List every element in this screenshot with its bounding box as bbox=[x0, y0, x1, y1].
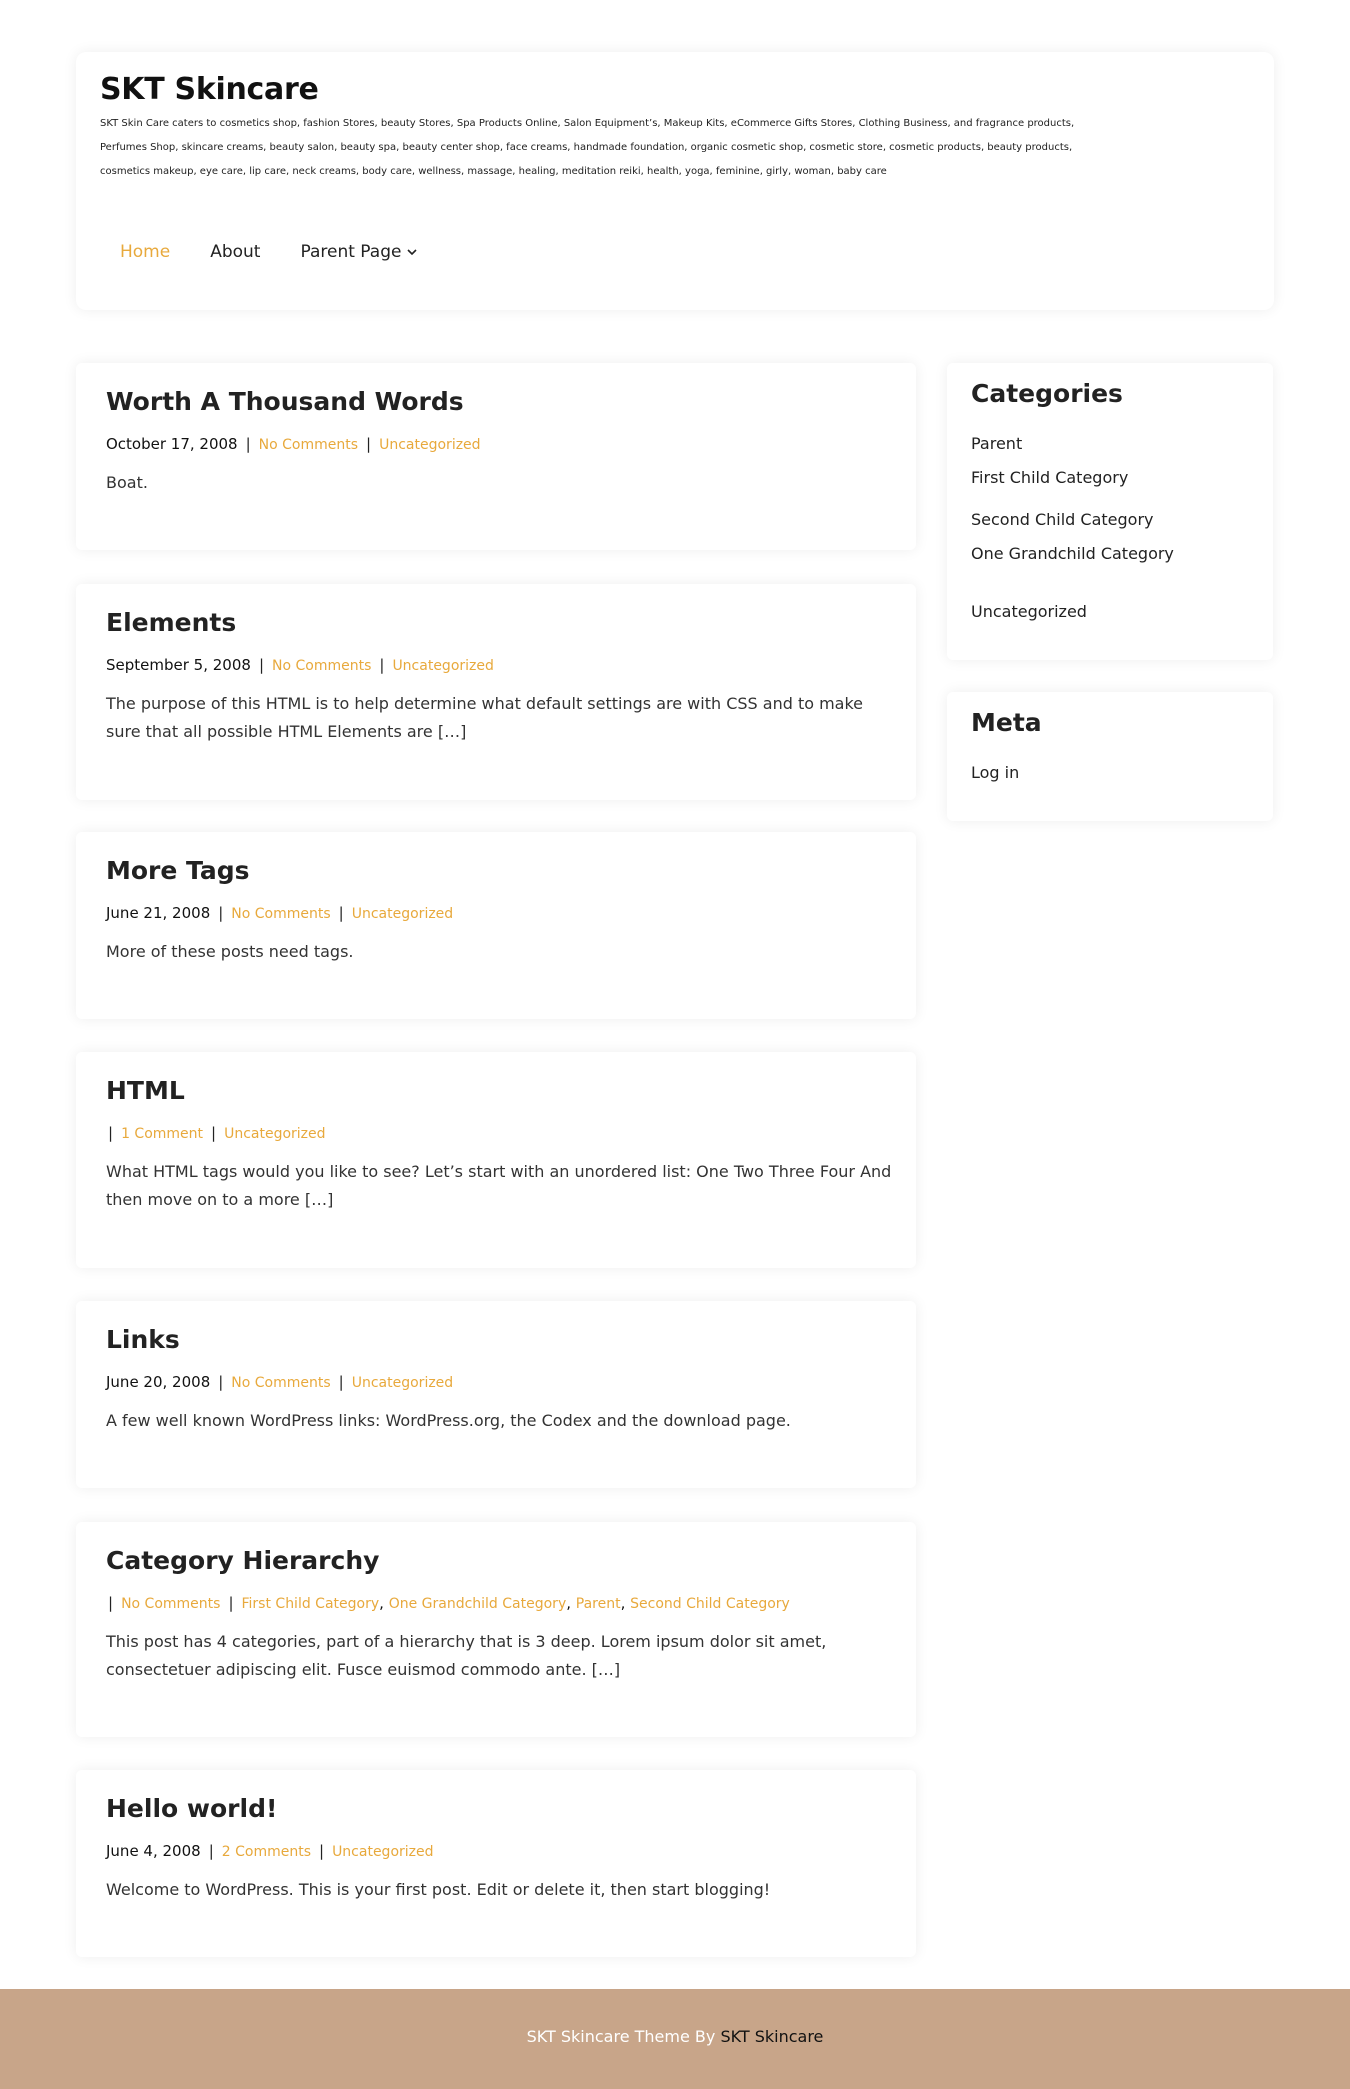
meta-separator: | bbox=[258, 656, 264, 674]
nav-item-parent-page[interactable] bbox=[300, 242, 418, 262]
meta-separator: | bbox=[245, 435, 251, 453]
post-meta bbox=[106, 1124, 326, 1142]
post-card bbox=[76, 1770, 916, 1957]
footer-text bbox=[0, 2027, 1350, 2046]
post-title[interactable]: Hello world! bbox=[106, 1794, 278, 1823]
post-meta bbox=[106, 1594, 790, 1612]
meta-separator: | bbox=[338, 1373, 344, 1391]
post-category-link[interactable]: Uncategorized bbox=[392, 658, 494, 674]
post-title[interactable]: HTML bbox=[106, 1076, 185, 1105]
meta-separator: | bbox=[218, 904, 224, 922]
widget-title: Categories bbox=[971, 379, 1123, 408]
post-category-link[interactable]: Uncategorized bbox=[351, 1375, 454, 1391]
post-date: June 21, 2008 bbox=[106, 904, 211, 922]
post-comments-link[interactable]: No Comments bbox=[231, 1375, 331, 1391]
post-category-link[interactable]: Uncategorized bbox=[224, 1126, 326, 1142]
post-excerpt: A few well known WordPress links: WordPress.org, the Codex and the download page. bbox=[106, 1411, 791, 1430]
post-excerpt: The purpose of this HTML is to help determine what default settings are with CSS and to make sure that all possible HTML Elements are […] bbox=[106, 694, 864, 741]
login-link[interactable]: Log in bbox=[971, 763, 1020, 782]
post-date: June 4, 2008 bbox=[106, 1842, 201, 1860]
post-category-link[interactable]: Second Child Category bbox=[630, 1596, 790, 1612]
post-meta bbox=[106, 1373, 453, 1391]
post-card bbox=[76, 1052, 916, 1268]
post-comments-link[interactable]: No Comments bbox=[258, 437, 359, 453]
meta-separator: | bbox=[338, 904, 344, 922]
post-comments-link[interactable]: 1 Comment bbox=[121, 1126, 204, 1142]
post-comments-link[interactable]: No Comments bbox=[272, 658, 372, 674]
post-comments-link[interactable]: No Comments bbox=[231, 906, 331, 922]
category-link[interactable]: First Child Category bbox=[971, 468, 1129, 487]
post-meta bbox=[106, 435, 481, 453]
post-category-link[interactable]: One Grandchild Category bbox=[388, 1596, 567, 1612]
nav-item-home[interactable]: Home bbox=[120, 242, 171, 262]
post-excerpt: Boat. bbox=[106, 473, 148, 492]
post-meta bbox=[106, 1842, 434, 1860]
post-date: October 17, 2008 bbox=[106, 435, 238, 453]
post-category-link[interactable]: Uncategorized bbox=[332, 1844, 434, 1860]
post-category-link[interactable]: Parent bbox=[575, 1596, 621, 1612]
post-card bbox=[76, 584, 916, 800]
post-date: June 20, 2008 bbox=[106, 1373, 211, 1391]
post-title[interactable]: Category Hierarchy bbox=[106, 1546, 380, 1575]
main-nav bbox=[120, 242, 418, 262]
post-meta bbox=[106, 656, 494, 674]
category-link[interactable]: Second Child Category bbox=[971, 510, 1154, 529]
post-excerpt: What HTML tags would you like to see? Let’s start with an unordered list: One Two Three Four And then move on to a more […] bbox=[106, 1162, 892, 1209]
widget-title: Meta bbox=[971, 708, 1042, 737]
meta-separator: | bbox=[319, 1842, 325, 1860]
post-date: September 5, 2008 bbox=[106, 656, 251, 674]
category-link[interactable]: Parent bbox=[971, 434, 1023, 453]
meta-separator: | bbox=[108, 1124, 114, 1142]
post-meta bbox=[106, 904, 453, 922]
post-comments-link[interactable]: 2 Comments bbox=[221, 1844, 311, 1860]
meta-separator: | bbox=[211, 1124, 217, 1142]
post-comments-link[interactable]: No Comments bbox=[121, 1596, 221, 1612]
post-category-link[interactable]: Uncategorized bbox=[351, 906, 454, 922]
post-category-link[interactable]: Uncategorized bbox=[379, 437, 481, 453]
chevron-down-icon bbox=[406, 246, 418, 258]
category-link[interactable]: One Grandchild Category bbox=[971, 544, 1174, 563]
post-category-link[interactable]: First Child Category bbox=[241, 1596, 380, 1612]
category-comma: , bbox=[620, 1594, 631, 1612]
post-title[interactable]: Links bbox=[106, 1325, 180, 1354]
category-comma: , bbox=[379, 1594, 389, 1612]
post-title[interactable]: Elements bbox=[106, 608, 237, 637]
footer-theme-text: SKT Skincare Theme By bbox=[526, 2027, 716, 2046]
post-excerpt: This post has 4 categories, part of a hierarchy that is 3 deep. Lorem ipsum dolor sit amet, consectetuer adipiscing elit. Fusce euismod commodo ante. […] bbox=[106, 1632, 827, 1679]
meta-separator: | bbox=[366, 435, 372, 453]
footer-credit-link[interactable]: SKT Skincare bbox=[720, 2027, 824, 2046]
meta-separator: | bbox=[228, 1594, 234, 1612]
post-excerpt: Welcome to WordPress. This is your first post. Edit or delete it, then start blogging! bbox=[106, 1880, 771, 1899]
category-link[interactable]: Uncategorized bbox=[971, 602, 1087, 621]
site-title[interactable]: SKT Skincare bbox=[100, 72, 319, 107]
site-footer bbox=[0, 1989, 1350, 2089]
meta-widget bbox=[947, 692, 1273, 821]
meta-separator: | bbox=[218, 1373, 224, 1391]
post-title[interactable]: Worth A Thousand Words bbox=[106, 387, 464, 416]
site-description: SKT Skin Care caters to cosmetics shop, fashion Stores, beauty Stores, Spa Products Online, Salon Equipment’s, Makeup Kits, eCommerce Gifts Stores, Clothing Business, and fragrance products, Perfumes Shop, skincare creams, beauty salon, beauty spa, beauty center shop, face creams, handmade foundation, organic cosmetic shop, cosmetic store, cosmetic products, beauty products, cosmetics makeup, eye care, lip care, neck creams, body care, wellness, massage, healing, meditation reiki, health, yoga, feminine, girly, woman, baby care bbox=[100, 118, 1075, 177]
post-card bbox=[76, 1522, 916, 1737]
nav-item-about[interactable]: About bbox=[210, 242, 261, 262]
post-title[interactable]: More Tags bbox=[106, 856, 250, 885]
post-card bbox=[76, 832, 916, 1019]
categories-widget bbox=[947, 363, 1273, 660]
nav-item-parent-page-label: Parent Page bbox=[300, 242, 402, 262]
meta-separator: | bbox=[208, 1842, 214, 1860]
category-comma: , bbox=[566, 1594, 576, 1612]
post-card bbox=[76, 1301, 916, 1488]
meta-separator: | bbox=[379, 656, 385, 674]
post-card bbox=[76, 363, 916, 550]
site-header bbox=[76, 52, 1274, 310]
meta-separator: | bbox=[108, 1594, 114, 1612]
post-excerpt: More of these posts need tags. bbox=[106, 942, 354, 961]
